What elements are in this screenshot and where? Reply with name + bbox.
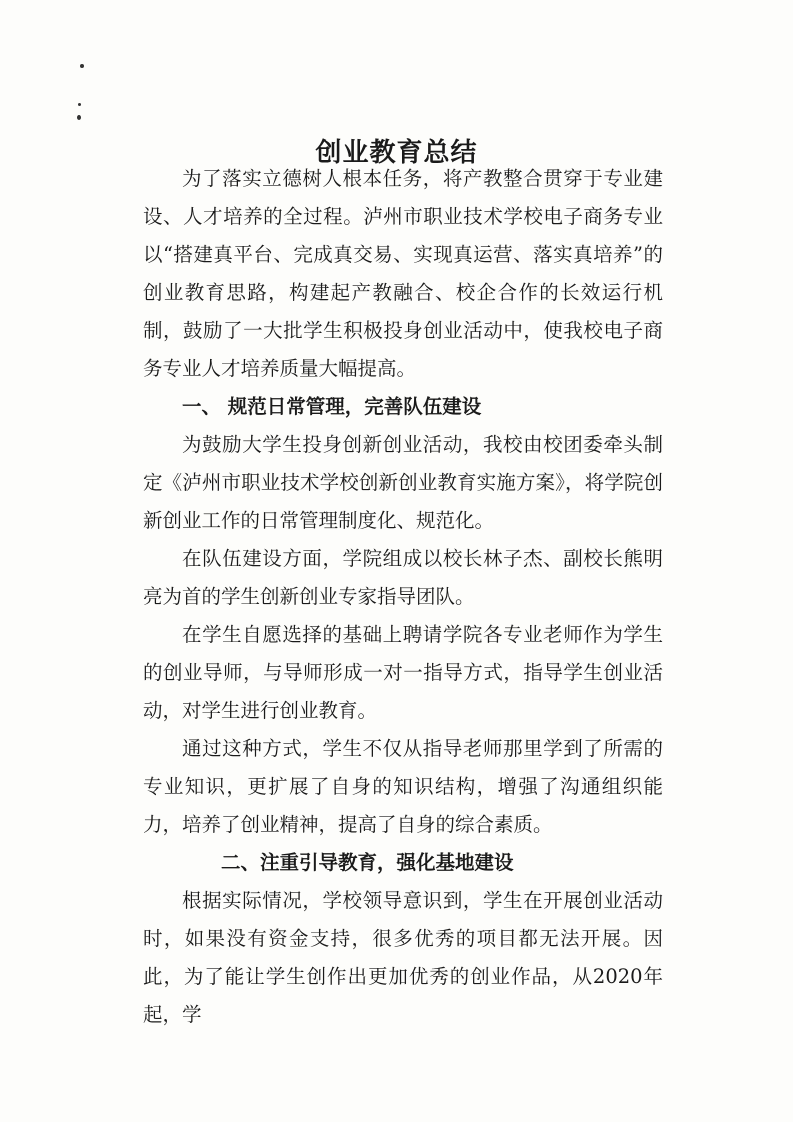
intro-paragraph: 为了落实立德树人根本任务，将产教整合贯穿于专业建设、人才培养的全过程。泸州市职业技术学校电子商务专业以“搭建真平台、完成真交易、实现真运营、落实真培养”的创业教育思路，构建起产教融合、校企合作的长效运行机制，鼓励了一大批学生积极投身创业活动中，使我校电子商务专业人才培养质量大幅提高。 bbox=[143, 167, 663, 380]
scan-speck-top bbox=[80, 64, 84, 68]
section-1-paragraph-3: 在学生自愿选择的基础上聘请学院各专业老师作为学生的创业导师，与导师形成一对一指导方式，指导学生创业活动，对学生进行创业教育。 bbox=[143, 623, 663, 722]
document-body bbox=[143, 160, 663, 1034]
section-1-paragraph-1: 为鼓励大学生投身创新创业活动，我校由校团委牵头制定《泸州市职业技术学校创新创业教育实施方案》，将学院创新创业工作的日常管理制度化、规范化。 bbox=[143, 433, 663, 532]
section-1-paragraph-4: 通过这种方式，学生不仅从指导老师那里学到了所需的专业知识，更扩展了自身的知识结构，增强了沟通组织能力，培养了创业精神，提高了自身的综合素质。 bbox=[143, 737, 663, 836]
page-title: 创业教育总结 bbox=[315, 138, 478, 169]
scan-speck-middle bbox=[78, 103, 81, 106]
section-1-paragraph-2: 在队伍建设方面，学院组成以校长林子杰、副校长熊明亮为首的学生创新创业专家指导团队。 bbox=[143, 547, 663, 608]
section-1-heading: 一、 规范日常管理，完善队伍建设 bbox=[182, 395, 482, 418]
section-2-heading: 二、注重引导教育，强化基地建设 bbox=[221, 851, 514, 874]
scan-speck-bottom bbox=[77, 115, 81, 120]
section-2-paragraph-1: 根据实际情况，学校领导意识到，学生在开展创业活动时，如果没有资金支持，很多优秀的项目都无法开展。因此，为了能让学生创作出更加优秀的创业作品，从2020年起，学 bbox=[143, 889, 663, 1026]
